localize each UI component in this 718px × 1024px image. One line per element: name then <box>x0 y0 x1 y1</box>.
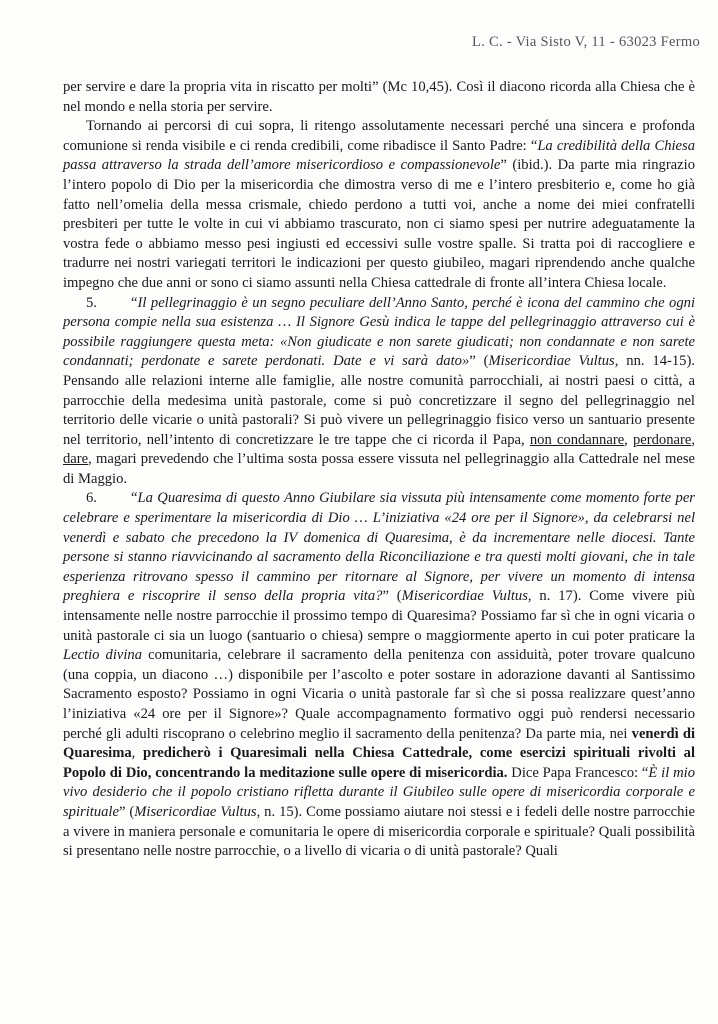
paragraph-continuation <box>63 78 695 117</box>
text-run: per servire e dare la propria vita in riscatto per molti” (Mc 10,45). Così il diacono ricorda alla Chiesa che è nel mondo e nella storia per servire. <box>63 79 695 115</box>
underlined-text: dare <box>63 451 89 468</box>
underlined-text: perdonare <box>633 431 692 448</box>
underlined-text: non condannare <box>529 431 625 448</box>
text-run: , n. 17). Come vivere più intensamente nelle nostre parrocchie il prossimo tempo di Quaresima? Possiamo far sì che in ogni vicaria o unità pastorale ci sia un luogo (santuario o chiesa) sempre o maggiormente aperto in cui poter praticare la <box>63 588 695 644</box>
quote-italic: Il pellegrinaggio è un segno peculiare dell’Anno Santo, perché è icona del cammino che ogni persona compie nella sua esistenza … Il Signore Gesù indica le tappe del pellegrinaggio attraverso cui è possibile raggiungere questa meta: «Non giudicate e non sarete giudicati; non condannate e non sarete condannati; perdonate e sarete perdonati. Date e vi sarà dato» <box>63 294 695 370</box>
text-run: , <box>624 431 633 448</box>
citation-italic: Misericordiae Vultus <box>401 588 528 605</box>
quote-italic: La credibilità della Chiesa passa attraverso la strada dell’amore misericordioso e compassionevole <box>63 137 695 174</box>
paragraph-number: 5. <box>86 294 97 311</box>
bold-text: venerdì di Quaresima <box>63 725 695 762</box>
text-run: Tornando ai percorsi di cui sopra, li ritengo assolutamente necessari perché una sincera e profonda comunione si renda visibile e ci renda credibili, come ribadisce il Santo Padre: “ <box>63 118 695 154</box>
page-header: L. C. - Via Sisto V, 11 - 63023 Fermo <box>471 34 700 50</box>
paragraph-6-quaresima <box>63 489 695 861</box>
text-run: , <box>131 745 143 762</box>
text-run: Dice Papa Francesco: “ <box>507 764 649 781</box>
document-body <box>63 78 695 862</box>
quote-italic: La Quaresima di questo Anno Giubilare sia vissuta più intensamente come momento forte per celebrare e sperimentare la misericordia di Dio … L’iniziativa «24 ore per il Signore», da celebrarsi nel venerdì e sabato che precedono la IV domenica di Quaresima, è da incrementare nelle diocesi. Tante persone si stanno riavvicinando al sacramento della Riconciliazione e tra questi molti giovani, che in tale esperienza ritrovano spesso il cammino per ritornare al Signore, per vivere un momento di intensa preghiera e riscoprire il senso della propria vita? <box>63 490 695 605</box>
text-run: , <box>691 431 695 448</box>
italic-term: Lectio divina <box>63 647 143 664</box>
text-run: , n. 15). Come possiamo aiutare noi stessi e i fedeli delle nostre parrocchie a vivere in maniera personale e comunitaria le opere di misericordia corporale e spirituale? Quali possibilità si presentano nelle nostre parrocchie, o a livello di vicaria o di unità pastorale? Quali <box>63 803 695 860</box>
paragraph-5-pellegrinaggio <box>63 294 695 490</box>
quote-italic: È il mio vivo desiderio che il popolo cristiano rifletta durante il Giubileo sulle opere di misericordia corporale e spirituale <box>63 764 696 820</box>
text-run: comunitaria, celebrare il sacramento della penitenza con assiduità, poter trovare qualcuno (una coppia, un diacono …) disponibile per l’ascolto e poter sostare in adorazione davanti al Santissimo Sacramento esposto? Possiamo in ogni Vicaria o unità pastorale far sì che si possa realizzare quest’anno l’iniziativa «24 ore per il Signore»? Quale accompagnamento formativo oggi può rendersi necessario perché gli adulti riscoprano o celebrino meglio il sacramento della penitenza? Da parte mia, nei <box>63 647 696 742</box>
text-run: ” (ibid.). Da parte mia ringrazio l’intero popolo di Dio per la misericordia che dimostra verso di me e l’intero presbiterio e, come ho già fatto nell’omelia della messa crismale, chiedo perdono a tutti voi, anche a nome dei miei confratelli presbiteri per tutte le volte in cui vi abbiamo trascurato, non ci siamo spesi per nutrire adeguatamente la vostra fede o abbiamo messo pesi ingiusti ed eccessivi sulle vostre spalle. Si tratta poi di raccogliere e tradurre nei nostri variegati territori le indicazioni per questo giubileo, magari riprendendo anche qualche impegno che due anni or sono ci siamo assunti nella Chiesa cattedrale di fronte all’intera Chiesa locale. <box>63 157 695 291</box>
text-run: ” ( <box>469 353 489 370</box>
citation-italic: Misericordiae Vultus <box>134 803 257 820</box>
text-run: ” ( <box>382 588 402 605</box>
text-run: ” ( <box>118 803 135 820</box>
paragraph-percorsi <box>63 117 695 293</box>
paragraph-number: 6. <box>86 490 97 507</box>
text-run: , magari prevedendo che l’ultima sosta possa essere vissuta nel pellegrinaggio alla Cattedrale nel mese di Maggio. <box>63 451 695 487</box>
text-run: “ <box>131 490 138 507</box>
bold-text: predicherò i Quaresimali nella Chiesa Cattedrale, come esercizi spirituali rivolti al Popolo di Dio, concentrando la meditazione sulle opere di misericordia. <box>63 745 695 781</box>
citation-italic: Misericordiae Vultus <box>488 353 615 370</box>
text-run: , nn. 14-15). Pensando alle relazioni interne alle famiglie, alle nostre comunità parrocchiali, ai nostri paesi o città, a parrocchie della medesima unità pastorale, come si può concretizzare il segno del pellegrinaggio nel territorio delle vicarie o unità pastorali? Si può vivere un pellegrinaggio fisico verso un santuario presente nel territorio, nell’intento di concretizzare le tre tappe che ci ricorda il Papa, <box>63 353 695 448</box>
text-run: “ <box>131 294 138 311</box>
